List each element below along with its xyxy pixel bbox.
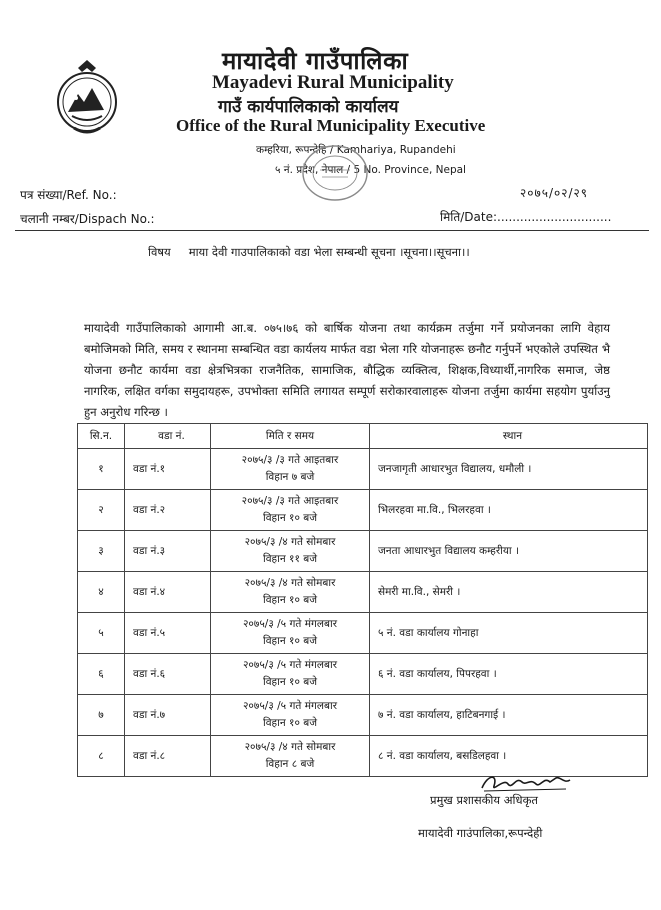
ref-number-label: पत्र संख्या/Ref. No.:	[20, 188, 117, 202]
cell-time: विहान १० बजे	[262, 635, 318, 647]
cell-date: २०७५/३ /४ गते सोमबार	[244, 577, 336, 589]
office-stamp	[300, 142, 370, 204]
cell-date-time	[211, 695, 370, 736]
cell-serial: १	[78, 449, 125, 490]
cell-place: भिलरहवा मा.वि., भिलरहवा ।	[370, 490, 648, 531]
cell-serial: ८	[78, 736, 125, 777]
cell-date: २०७५/३ /४ गते सोमबार	[244, 741, 336, 753]
cell-date: २०७५/३ /४ गते सोमबार	[244, 536, 336, 548]
cell-date-time	[211, 613, 370, 654]
date-label: मिति/Date:..............................	[440, 210, 612, 224]
cell-place: सेमरी मा.वि., सेमरी ।	[370, 572, 648, 613]
cell-time: विहान १० बजे	[262, 676, 318, 688]
letter-date: २०७५/०२/२९	[520, 186, 589, 200]
table-header-row	[78, 424, 648, 449]
cell-ward: वडा नं.४	[125, 572, 211, 613]
ward-meeting-schedule-table	[77, 423, 648, 777]
header-ward: वडा नं.	[125, 424, 211, 449]
cell-date: २०७५/३ /५ गते मंगलबार	[242, 659, 338, 671]
header-place: स्थान	[370, 424, 648, 449]
cell-date: २०७५/३ /५ गते मंगलबार	[242, 700, 338, 712]
subject-text: माया देवी गाउपालिकाको वडा भेला सम्बन्धी सूचना ।सूचना।।सूचना।।	[188, 245, 470, 259]
cell-time: विहान १० बजे	[262, 717, 318, 729]
cell-date: २०७५/३ /३ गते आइतबार	[241, 495, 339, 507]
cell-time: विहान ११ बजे	[262, 553, 318, 565]
notice-body-paragraph: मायादेवी गाउँपालिकाको आगामी आ.ब. ०७५।७६ को बार्षिक योजना तथा कार्यक्रम तर्जुमा गर्ने प्रयोजनका लागि वेहाय बमोजिमको मिति, समय र स्थानमा सम्बन्धित वडा कार्यलय मार्फत वडा भेला गरि योजनाहरू छनौट गर्नुपर्ने भएकोले उपस्थित भै योजना छनौट कार्यमा वडा क्षेत्रभित्रका राजनैतिक, सामाजिक, बौद्धिक व्यक्तित्व, शिक्षक,विध्यार्थी,नागरिक समाज, जेष्ठ नागरिक, लक्षित वर्गका समुदायहरू, उपभोक्ता समिति लगायत सम्पूर्ण सरोकारवालाहरू योजना तर्जुमा कार्यमा सहयोग पुर्याउनु हुन अनुरोध गरिन्छ ।	[84, 321, 610, 419]
cell-date-time	[211, 736, 370, 777]
cell-time: विहान १० बजे	[262, 512, 318, 524]
table-row	[78, 695, 648, 736]
cell-date-time	[211, 531, 370, 572]
header-serial: सि.न.	[78, 424, 125, 449]
nepal-emblem-icon	[54, 58, 120, 138]
cell-ward: वडा नं.१	[125, 449, 211, 490]
dispatch-number-label: चलानी नम्बर/Dispach No.:	[20, 212, 155, 226]
cell-serial: ३	[78, 531, 125, 572]
header-date-time: मिति र समय	[211, 424, 370, 449]
cell-date-time	[211, 654, 370, 695]
address-line-1: कम्हरिया, रूपन्देहि / Kamhariya, Rupandehi	[256, 144, 456, 156]
cell-date-time	[211, 490, 370, 531]
cell-date-time	[211, 572, 370, 613]
cell-place: ८ नं. वडा कार्यालय, बसडिलहवा ।	[370, 736, 648, 777]
cell-ward: वडा नं.६	[125, 654, 211, 695]
cell-time: विहान ८ बजे	[265, 758, 315, 770]
address-line-2: ५ नं. प्रदेश, नेपाल / 5 No. Province, Nepal	[275, 164, 466, 176]
subject-label: विषय	[148, 245, 171, 259]
cell-time: विहान १० बजे	[262, 594, 318, 606]
cell-serial: ६	[78, 654, 125, 695]
table-row	[78, 490, 648, 531]
municipality-name-english: Mayadevi Rural Municipality	[212, 72, 454, 93]
cell-serial: ४	[78, 572, 125, 613]
municipality-name-nepali: मायादेवी गाउँपालिका	[222, 47, 409, 75]
table-row	[78, 572, 648, 613]
cell-date: २०७५/३ /३ गते आइतबार	[241, 454, 339, 466]
cell-ward: वडा नं.७	[125, 695, 211, 736]
cell-serial: ५	[78, 613, 125, 654]
cell-place: ७ नं. वडा कार्यालय, हाटिबनगाई ।	[370, 695, 648, 736]
table-row	[78, 531, 648, 572]
cell-place: जनता आधारभुत विद्यालय कम्हरीया ।	[370, 531, 648, 572]
table-row	[78, 613, 648, 654]
cell-place: जनजागृती आधारभुत विद्यालय, धमौली ।	[370, 449, 648, 490]
cell-place: ५ नं. वडा कार्यालय गोनाहा	[370, 613, 648, 654]
header-divider	[15, 230, 649, 231]
cell-ward: वडा नं.३	[125, 531, 211, 572]
cell-ward: वडा नं.५	[125, 613, 211, 654]
cell-time: विहान ७ बजे	[265, 471, 315, 483]
signatory-title: प्रमुख प्रशासकीय अधिकृत	[430, 793, 538, 807]
issuing-office: मायादेवी गाउंपालिका,रूपन्देही	[418, 826, 543, 840]
cell-serial: २	[78, 490, 125, 531]
cell-serial: ७	[78, 695, 125, 736]
table-row	[78, 449, 648, 490]
cell-date-time	[211, 449, 370, 490]
cell-ward: वडा नं.२	[125, 490, 211, 531]
cell-place: ६ नं. वडा कार्यालय, पिपरहवा ।	[370, 654, 648, 695]
subject-line	[148, 245, 470, 260]
table-row	[78, 654, 648, 695]
office-name-nepali: गाउँ कार्यपालिकाको कार्यालय	[218, 97, 399, 117]
cell-date: २०७५/३ /५ गते मंगलबार	[242, 618, 338, 630]
office-name-english: Office of the Rural Municipality Executive	[176, 116, 486, 135]
cell-ward: वडा नं.८	[125, 736, 211, 777]
